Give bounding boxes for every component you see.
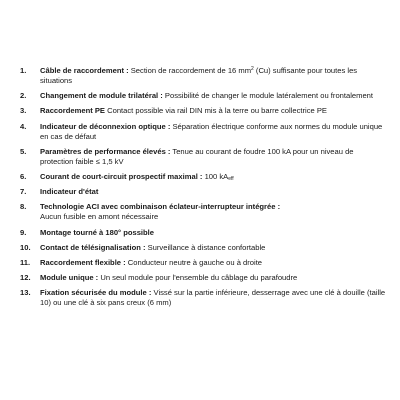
superscript: 2 [251,66,254,72]
item-number: 5. [20,146,27,156]
item-number: 9. [20,227,27,237]
item-description: Aucun fusible en amont nécessaire [40,212,159,222]
item-description: Tenue au courant de foudre 100 kA pour un niveau de protection faible ≤ 1,5 kV [40,146,354,166]
list-item [20,66,388,86]
item-description: Possibilité de changer le module latéralement ou frontalement [162,91,374,101]
item-description: Séparation électrique conforme aux normes du module unique en cas de défaut [40,121,383,141]
item-text [40,66,388,86]
item-text [40,187,388,197]
item-title: Module unique : [40,273,99,283]
item-text [40,243,388,253]
item-description: Conducteur neutre à gauche ou à droite [125,257,263,267]
list-item [20,228,388,238]
item-text [40,273,388,283]
list-item [20,202,388,222]
list-item [20,258,388,268]
item-text [40,106,388,116]
item-number: 2. [20,91,27,101]
item-description: Contact possible via rail DIN mis à la terre ou barre collectrice PE [105,106,327,116]
item-title: Paramètres de performance élevés : [40,146,171,156]
item-text [40,147,388,167]
item-text [40,258,388,268]
item-text [40,288,388,308]
item-text [40,202,388,222]
list-item [20,187,388,197]
item-text [40,91,388,101]
item-description-part: Section de raccordement de 16 mm [128,66,252,75]
item-description [202,172,233,181]
item-number: 13. [20,288,31,298]
item-description-part: (Cu) suffisante pour toutes les situations [40,66,358,85]
item-number: 10. [20,242,31,252]
item-number: 7. [20,187,27,197]
item-title: Contact de télésignalisation : [40,242,146,252]
list-item [20,106,388,116]
item-title: Courant de court-circuit prospectif maximal : [40,171,203,181]
item-number: 12. [20,273,31,283]
feature-list [20,66,388,313]
item-number: 1. [20,66,27,75]
item-description: Surveillance à distance confortable [145,242,266,252]
item-title: Montage tourné à 180° possible [40,227,155,237]
list-item [20,147,388,167]
item-description-part: 100 kA [202,171,229,181]
list-item [20,91,388,101]
item-title: Changement de module trilatéral : [40,91,163,101]
item-title: Indicateur de déconnexion optique : [40,121,171,131]
item-title: Câble de raccordement : [40,66,129,75]
item-title: Raccordement PE [40,106,105,116]
item-text [40,122,388,142]
item-description: Un seul module pour l'ensemble du câblage du parafoudre [98,273,298,283]
list-item [20,122,388,142]
list-item [20,243,388,253]
item-text [40,172,388,182]
list-item [20,288,388,308]
item-number: 4. [20,121,27,131]
list-item [20,273,388,283]
item-number: 11. [20,257,31,267]
subscript: eff [228,175,234,182]
item-title: Fixation sécurisée du module : [40,288,152,298]
item-number: 3. [20,106,27,116]
item-title: Technologie ACI avec combinaison éclateur-interrupteur intégrée : [40,202,281,212]
item-title: Indicateur d'état [40,187,99,197]
item-number: 8. [20,202,27,212]
item-number: 6. [20,171,27,181]
item-description: Vissé sur la partie inférieure, desserrage avec une clé à douille (taille 10) ou une clé à six pans creux (6 mm) [40,288,386,308]
list-item [20,172,388,182]
item-text [40,228,388,238]
item-title: Raccordement flexible : [40,257,126,267]
